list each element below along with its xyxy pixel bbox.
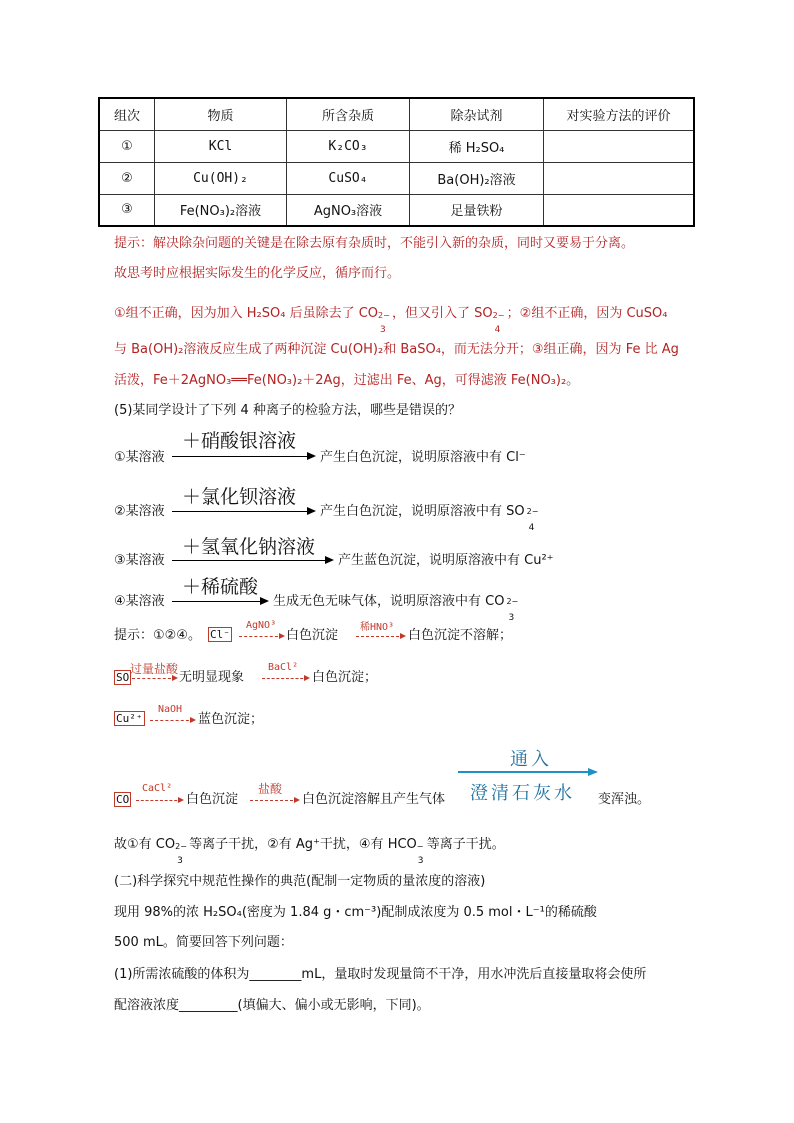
dashed-arrow: [239, 636, 283, 637]
table-cell: 稀 H₂SO₄: [410, 130, 544, 162]
table-cell: [544, 194, 695, 226]
table-header: 组次: [99, 98, 155, 130]
pass-in-label: 通入: [510, 749, 552, 770]
test-result: [273, 593, 519, 623]
question-title: (5)某同学设计了下列 4 种离子的检验方法，哪些是错误的？: [114, 403, 461, 418]
reaction-arrow: [172, 560, 332, 561]
question-text: 配溶液浓度_________(填偏大、偏小或无影响，下同)。: [114, 998, 430, 1013]
ion-box-so: SO: [116, 671, 130, 684]
superscript: 2−: [506, 597, 519, 606]
ion-box-cu: Cu²⁺: [116, 712, 143, 725]
reagent-label: ＋氢氧化钠溶液: [182, 536, 316, 558]
sample-label: ①某溶液: [114, 450, 165, 465]
result-text: 白色沉淀不溶解；: [408, 628, 513, 643]
dashed-arrow: [356, 636, 404, 637]
ion-box-co: CO: [116, 793, 130, 806]
hint-text: ①组不正确，因为加入 H₂SO₄ 后虽除去了 CO: [114, 306, 379, 321]
reagent-label: ＋硝酸银溶液: [182, 430, 297, 452]
table-header: 所含杂质: [287, 98, 410, 130]
table-header-row: [99, 98, 694, 130]
conclusion-text: 等离子干扰。: [426, 837, 505, 852]
table-row: [99, 162, 694, 194]
conclusion-text: 等离子干扰，②有 Ag⁺干扰，④有 HCO: [189, 837, 417, 852]
table-cell: ③: [99, 194, 155, 226]
limewater-label: 澄清石灰水: [470, 783, 575, 804]
subscript: 3: [380, 325, 386, 335]
reagent-label: ＋氯化钡溶液: [182, 486, 297, 508]
test-result: 产生蓝色沉淀，说明原溶液中有 Cu²⁺: [338, 553, 554, 568]
ion-box-cl: Cl⁻: [210, 628, 230, 641]
blue-arrow: [458, 771, 596, 773]
hint-text: ，但又引入了 SO: [392, 306, 493, 321]
dashed-arrow: [262, 678, 308, 679]
dashed-arrow: [132, 678, 176, 679]
hint-text: ；②组不正确，因为 CuSO₄: [506, 306, 668, 321]
question-text: (1)所需浓硫酸的体积为________mL，量取时发现量筒不干净，用水冲洗后直接量取将会使所: [114, 967, 647, 982]
result-text: 生成无色无味气体，说明原溶液中有 CO: [273, 594, 505, 609]
dashed-arrow: [136, 800, 182, 801]
result-text: 无明显现象: [179, 670, 245, 685]
impurity-table: [98, 97, 695, 227]
reaction-arrow: [172, 601, 267, 602]
hint-line: 提示：解决除杂问题的关键是在除去原有杂质时，不能引入新的杂质，同时又要易于分离。: [114, 236, 635, 251]
paragraph: 500 mL。简要回答下列问题：: [114, 935, 293, 950]
subscript: 3: [508, 613, 515, 623]
hint-line: [114, 305, 668, 335]
table-cell: Fe(NO₃)₂溶液: [155, 194, 287, 226]
table-cell: AgNO₃溶液: [287, 194, 410, 226]
superscript: −: [416, 842, 424, 851]
table-cell: Ba(OH)₂溶液: [410, 162, 544, 194]
superscript: 2−: [175, 842, 187, 851]
result-text: 产生白色沉淀，说明原溶液中有 SO: [320, 504, 525, 519]
reagent-bacl2: BaCl²: [268, 662, 299, 673]
subscript: 4: [494, 325, 501, 335]
table-cell: ②: [99, 162, 155, 194]
reagent-label: ＋稀硫酸: [182, 576, 259, 598]
reagent-hcl: 盐酸: [258, 782, 283, 796]
superscript: 2−: [526, 507, 539, 516]
section-title: (二)科学探究中规范性操作的典范(配制一定物质的量浓度的溶液): [114, 874, 486, 889]
table-cell: CuSO₄: [287, 162, 410, 194]
superscript: 2−: [492, 311, 505, 320]
superscript: 2−: [378, 311, 390, 320]
reagent-hcl-excess: 过量盐酸: [130, 662, 179, 676]
reagent-hno3: 稀HNO³: [360, 622, 395, 633]
conclusion-text: 故①有 CO: [114, 837, 176, 852]
sample-label: ②某溶液: [114, 504, 165, 519]
result-text: 蓝色沉淀；: [198, 712, 264, 727]
hint-line: 故思考时应根据实际发生的化学反应，循序而行。: [114, 266, 401, 281]
reagent-agno3: AgNO³: [246, 620, 277, 631]
table-cell: ①: [99, 130, 155, 162]
table-cell: Cu(OH)₂: [155, 162, 287, 194]
dashed-arrow: [150, 720, 194, 721]
table-cell: [544, 130, 695, 162]
subscript: 3: [417, 856, 424, 866]
test-result: [320, 503, 539, 533]
dashed-arrow: [250, 800, 298, 801]
reaction-arrow: [172, 456, 314, 457]
table-header: 对实验方法的评价: [544, 98, 695, 130]
paragraph: 现用 98%的浓 H₂SO₄(密度为 1.84 g・cm⁻³)配制成浓度为 0.5 mol・L⁻¹的稀硫酸: [114, 905, 597, 920]
reaction-arrow: [172, 511, 314, 512]
table-cell: KCl: [155, 130, 287, 162]
subscript: 4: [528, 523, 535, 533]
result-text: 白色沉淀: [286, 628, 339, 643]
result-text: 白色沉淀；: [312, 670, 378, 685]
conclusion: [114, 836, 505, 866]
result-text: 白色沉淀溶解且产生气体: [302, 792, 446, 807]
table-cell: [544, 162, 695, 194]
table-header: 物质: [155, 98, 287, 130]
table-header: 除杂试剂: [410, 98, 544, 130]
table-row: [99, 130, 694, 162]
result-text: 变浑浊。: [598, 792, 651, 807]
hint-line: 活泼，Fe＋2AgNO₃══Fe(NO₃)₂＋2Ag，过滤出 Fe、Ag，可得滤液 Fe(NO₃)₂。: [114, 373, 580, 388]
reagent-naoh: NaOH: [158, 704, 183, 715]
table-cell: K₂CO₃: [287, 130, 410, 162]
hint-line: 与 Ba(OH)₂溶液反应生成了两种沉淀 Cu(OH)₂和 BaSO₄，而无法分开；③组正确，因为 Fe 比 Ag: [114, 342, 679, 357]
result-text: 白色沉淀: [186, 792, 239, 807]
reagent-cacl2: CaCl²: [142, 783, 173, 794]
hint-prefix: 提示：①②④。: [114, 628, 201, 643]
sample-label: ③某溶液: [114, 553, 165, 568]
subscript: 3: [177, 856, 183, 866]
sample-label: ④某溶液: [114, 594, 165, 609]
table-cell: 足量铁粉: [410, 194, 544, 226]
test-result: 产生白色沉淀，说明原溶液中有 Cl⁻: [320, 450, 526, 465]
table-row: [99, 194, 694, 226]
